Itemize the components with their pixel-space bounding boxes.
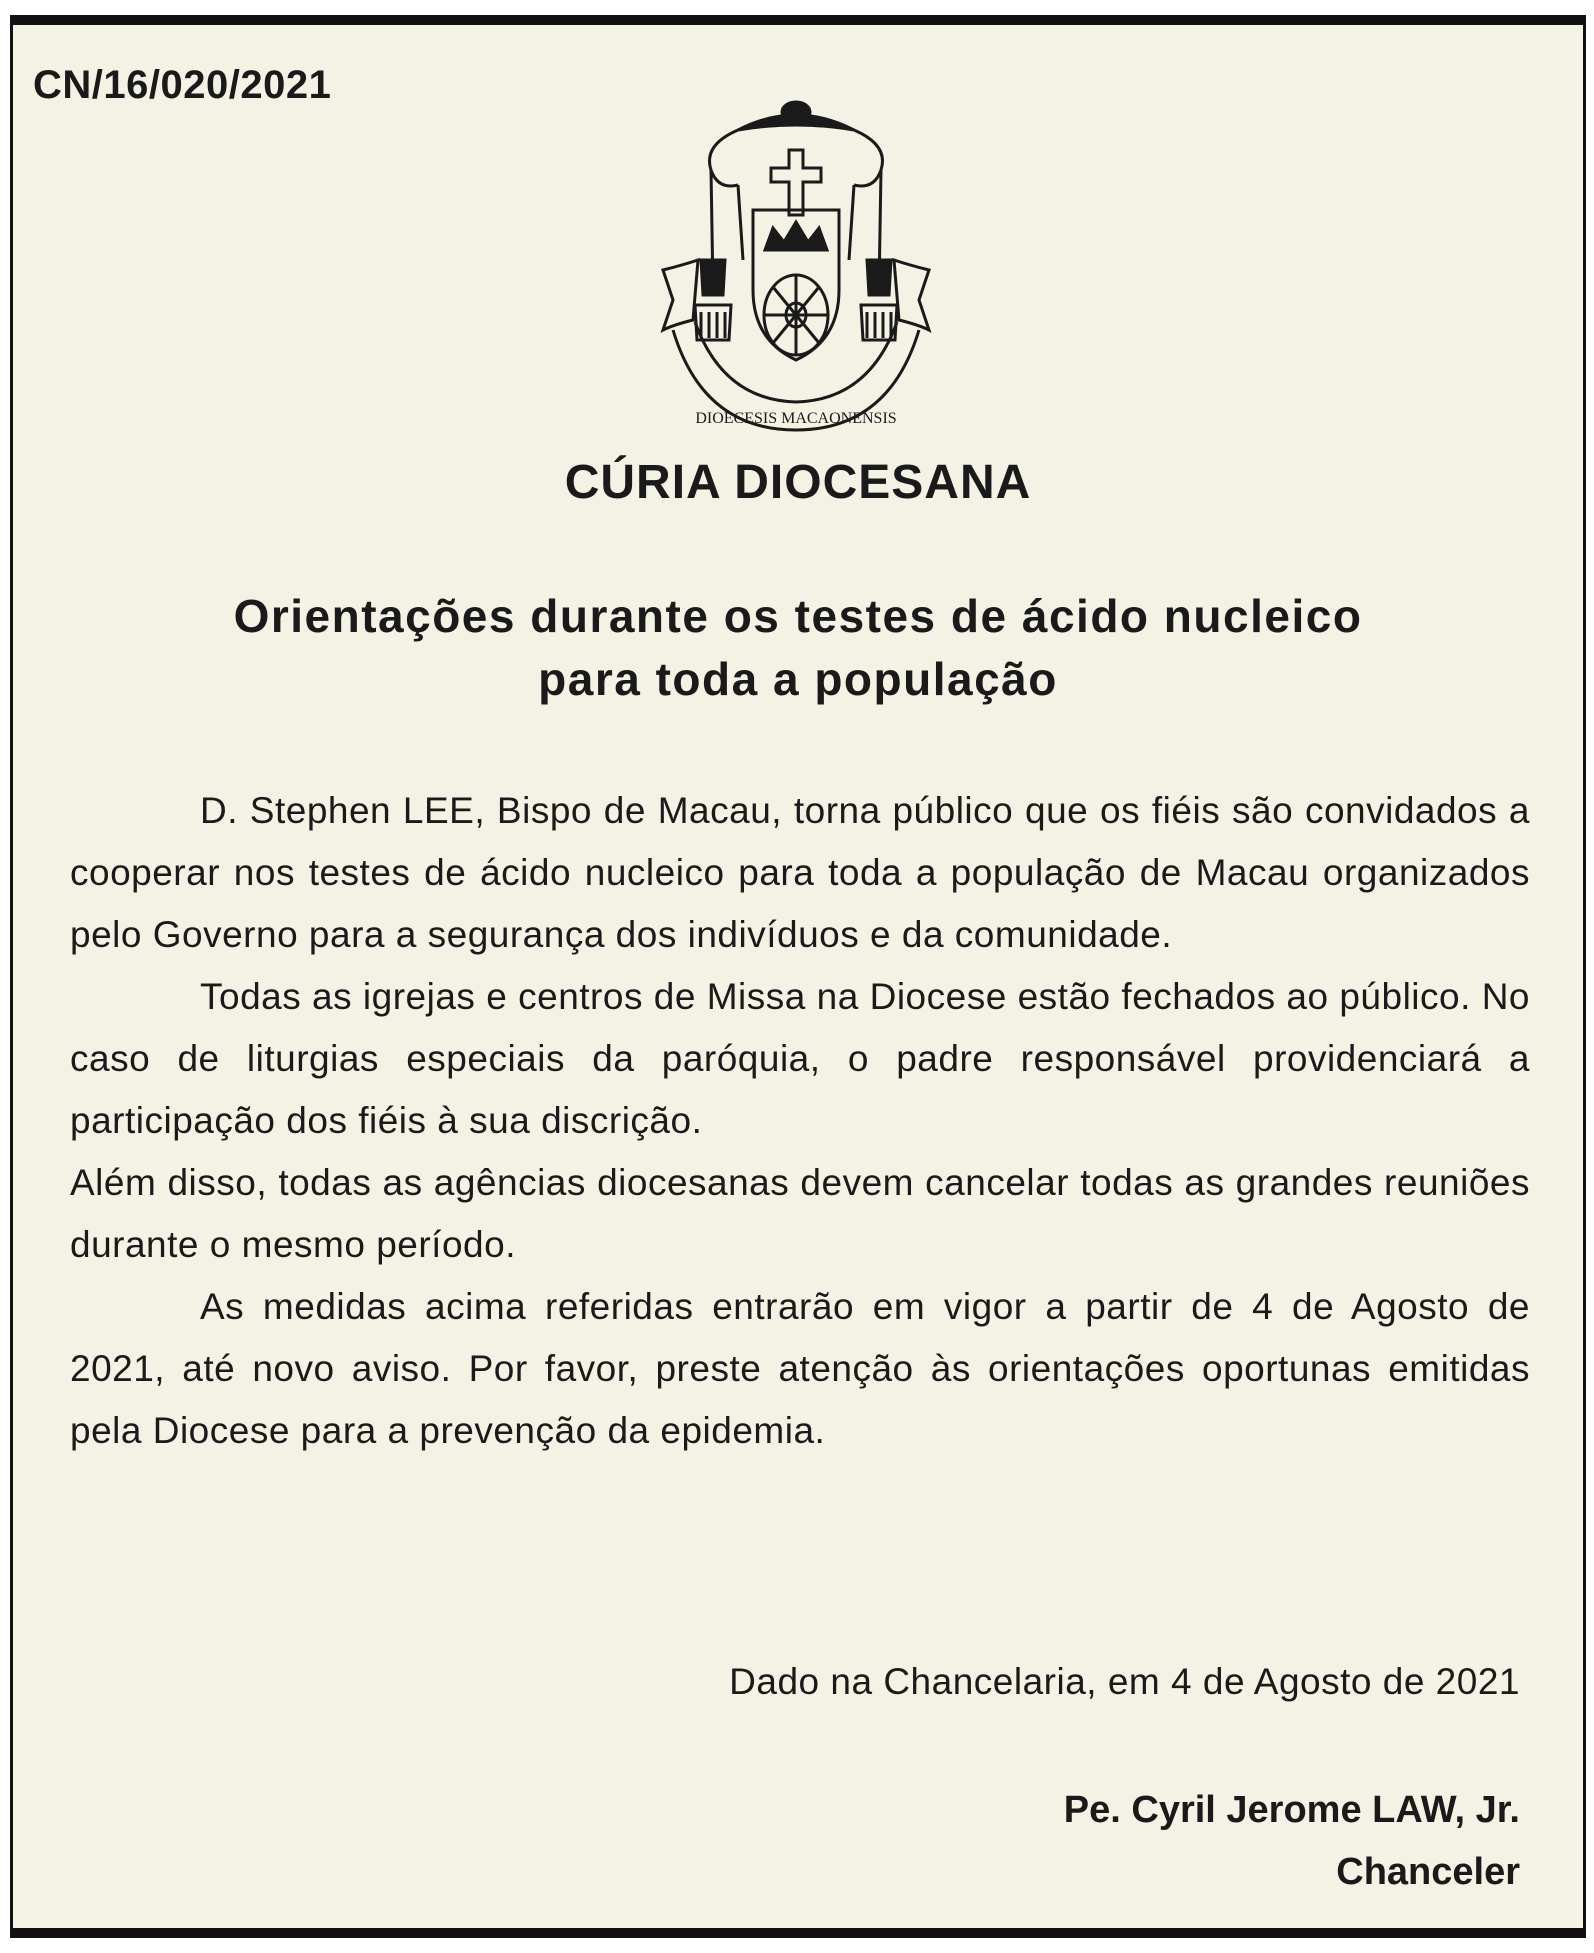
signatory-name: Pe. Cyril Jerome LAW, Jr. <box>1063 1789 1520 1831</box>
emblem-inscription: DIOECESIS MACAONENSIS <box>695 410 897 427</box>
notice-document <box>10 15 1586 1938</box>
title-line-1: Orientações durante os testes de ácido nucleico <box>233 590 1363 642</box>
reference-number: CN/16/020/2021 <box>33 63 332 107</box>
notice-body <box>70 780 1530 1462</box>
signatory-role: Chanceler <box>1336 1851 1520 1893</box>
paragraph-1: D. Stephen LEE, Bispo de Macau, torna público que os fiéis são convidados a cooperar nos testes de ácido nucleico para toda a população de Macau organizados pelo Governo para a segurança dos indivíduos e da comunidade. <box>70 790 1530 955</box>
institution-heading: CÚRIA DIOCESANA <box>564 456 1032 509</box>
paragraph-3: Além disso, todas as agências diocesanas devem cancelar todas as grandes reuniões durante o mesmo período. <box>70 1162 1530 1265</box>
diocese-coat-of-arms-icon <box>643 90 949 445</box>
paragraph-4: As medidas acima referidas entrarão em vigor a partir de 4 de Agosto de 2021, até novo aviso. Por favor, preste atenção às orientações oportunas emitidas pela Diocese para a prevenção da epidemia. <box>70 1286 1530 1451</box>
paragraph-2: Todas as igrejas e centros de Missa na Diocese estão fechados ao público. No caso de liturgias especiais da paróquia, o padre responsável providenciará a participação dos fiéis à sua discrição. <box>70 976 1530 1141</box>
notice-title <box>13 585 1583 711</box>
title-line-2: para toda a população <box>538 653 1058 705</box>
date-line: Dado na Chancelaria, em 4 de Agosto de 2021 <box>729 1661 1520 1702</box>
